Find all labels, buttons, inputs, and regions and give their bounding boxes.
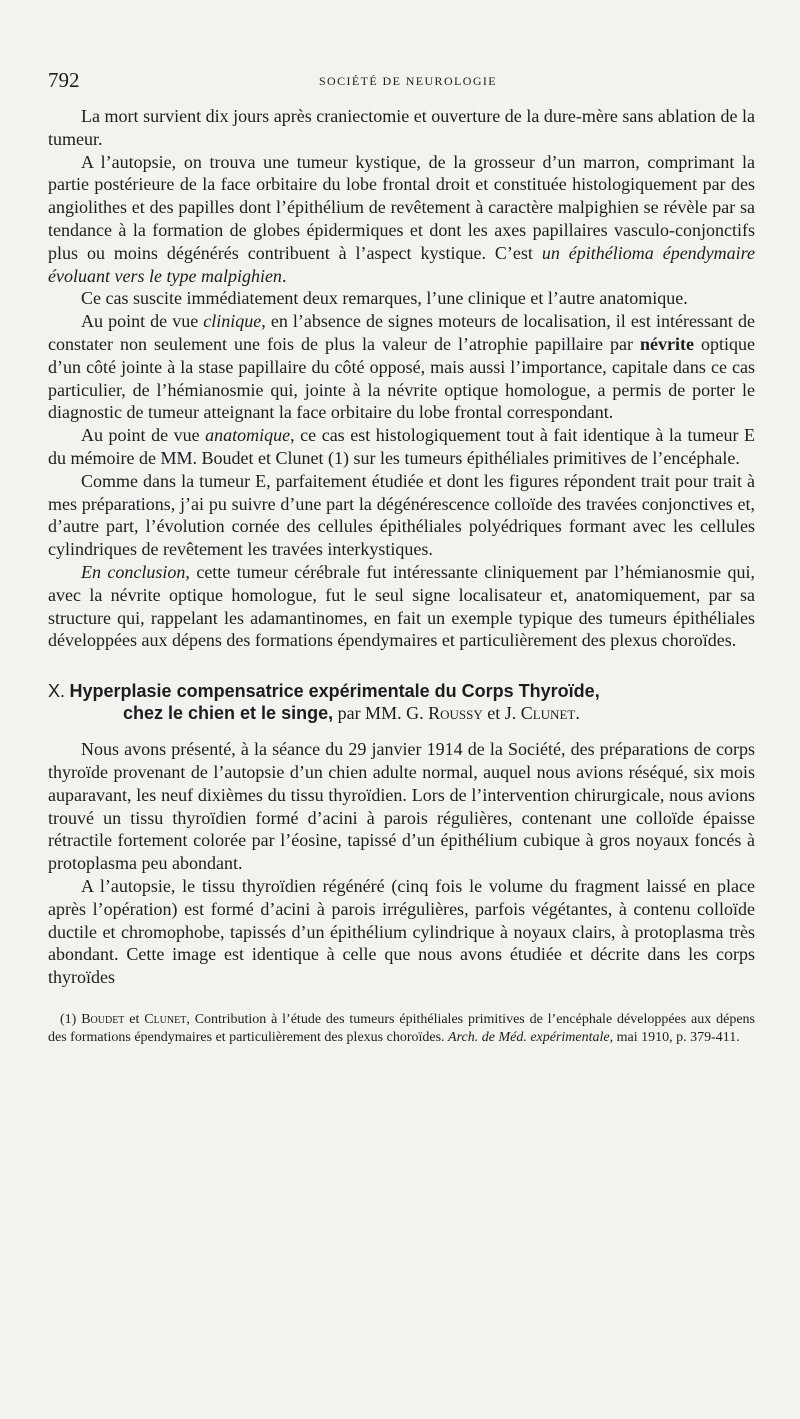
paragraph-2-text: A l’autopsie, on trouva une tumeur kystique, de la grosseur d’un marron, comprimant la partie postérieure de la face orbitaire du lobe frontal droit et constituée histologiquement par des angiolithes et des papilles dont l’épithélium de revêtement à caractère malpighien se révèle par sa tendance à la formation de globes épidermiques et dont les axes papillaires vasculo-conjonctifs plus ou moins dégénérés contribuent à l’aspect kystique. C’est bbox=[48, 151, 755, 263]
paragraph-4 bbox=[48, 310, 755, 424]
footnote-journal: Arch. de Méd. expérimentale bbox=[448, 1029, 610, 1045]
paragraph-5-italic: anatomique bbox=[205, 425, 291, 446]
paragraph-5 bbox=[48, 424, 755, 470]
paragraph-4-c: optique d’un côté jointe à la stase papillaire du côté opposé, mais aussi l’importance, capitale dans ce cas particulier, de l’hémianosmie qui, jointe à la névrite optique homologue, a permis de porter le diagnostic de tumeur atteignant la face orbitaire du lobe frontal correspondant. bbox=[48, 333, 755, 423]
section-title-line2-wrap bbox=[48, 702, 755, 724]
paragraph-5-b: , ce cas est histologiquement tout à fait identique à la tumeur E du mémoire de MM. Boudet et Clunet (1) sur les tumeurs épithéliales primitives de l’encéphale. bbox=[48, 425, 755, 468]
paragraph-2 bbox=[48, 151, 755, 288]
paragraph-4-b: , en l’absence de signes moteurs de localisation, il est intéressant de constater non seulement une fois de plus la valeur de l’atrophie papillaire par bbox=[48, 311, 755, 354]
paragraph-2-end: . bbox=[281, 265, 287, 286]
paragraph-3: Ce cas suscite immédiatement deux remarques, l’une clinique et l’autre anatomique. bbox=[81, 288, 688, 309]
footnote-author1: Boudet bbox=[81, 1011, 125, 1027]
footnote bbox=[48, 1011, 755, 1047]
paragraph-2-italic: un épithélioma épendymaire évoluant vers le type malpighien bbox=[48, 242, 755, 286]
paragraph-4-italic: clinique bbox=[203, 311, 262, 332]
section-and: et J. bbox=[482, 703, 521, 724]
section-end: . bbox=[575, 703, 580, 724]
section-author1: Roussy bbox=[428, 703, 483, 724]
page-header bbox=[48, 68, 768, 98]
section-title-line1: Hyperplasie compensatrice expérimentale du Corps Thyroïde, bbox=[69, 681, 600, 702]
footnote-author2: Clunet bbox=[144, 1011, 187, 1027]
page-number: 792 bbox=[48, 68, 80, 92]
section-author2: Clunet bbox=[520, 703, 576, 724]
section-title-line2: chez le chien et le singe, bbox=[123, 703, 334, 724]
paragraph-7-rest: , cette tumeur cérébrale fut intéressante cliniquement par l’hémianosmie qui, avec la névrite optique homologue, fut le seul signe localisateur et, anatomiquement, par sa structure qui, rappelant les adamantinomes, en fait un exemple typique des tumeurs épithéliales développées aux dépens des formations épendymaires et particulièrement des plexus choroïdes. bbox=[48, 561, 755, 651]
footnote-text: , Contribution à l’étude des tumeurs épithéliales primitives de l’encéphale développées aux dépens des formations épendymaires et particulièrement des plexus choroïdes. bbox=[48, 1011, 755, 1045]
footnote-and: et bbox=[124, 1011, 145, 1027]
section-title bbox=[48, 680, 755, 724]
paragraph-4-a: Au point de vue bbox=[81, 311, 204, 332]
paragraph-6: Comme dans la tumeur E, parfaitement étudiée et dont les figures répondent trait pour trait à mes préparations, j’ai pu suivre d’une part la dégénérescence colloïde des travées conjonctives et, d’autre part, l’évolution cornée des cellules épithéliales polyédriques formant avec les cellules cylindriques de revêtement les travées interkystiques. bbox=[48, 470, 755, 560]
footnote-marker: (1) bbox=[60, 1011, 82, 1027]
paragraph-7-italic: En conclusion bbox=[81, 561, 186, 582]
section-by: par MM. G. bbox=[333, 703, 429, 724]
section-number: X. bbox=[48, 681, 66, 702]
paragraph-5-a: Au point de vue bbox=[81, 425, 206, 446]
running-head: SOCIÉTÉ DE NEUROLOGIE bbox=[318, 74, 498, 88]
page-body bbox=[48, 105, 755, 1047]
paragraph-7 bbox=[48, 561, 755, 652]
footnote-end: , mai 1910, p. 379-411. bbox=[609, 1029, 740, 1045]
paragraph-4-bold: névrite bbox=[640, 333, 694, 354]
paragraph-9: A l’autopsie, le tissu thyroïdien régénéré (cinq fois le volume du fragment laissé en place après l’opération) est formé d’acini à parois irrégulières, parfois végétantes, à contenu colloïde ductile et chromophobe, tapissés d’un épithélium cylindrique à noyaux clairs, à protoplasma très abondant. Cette image est identique à celle que nous avons étudiée et décrite dans les corps thyroïdes bbox=[48, 875, 755, 988]
paragraph-1: La mort survient dix jours après craniectomie et ouverture de la dure-mère sans ablation de la tumeur. bbox=[48, 106, 755, 149]
paragraph-8: Nous avons présenté, à la séance du 29 janvier 1914 de la Société, des préparations de corps thyroïde provenant de l’autopsie d’un chien adulte normal, auquel nous avions réséqué, six mois auparavant, les neuf dixièmes du tissu thyroïdien. Lors de l’intervention chirurgicale, nous avions trouvé un tissu thyroïdien formé d’acini à parois régulières, contenant une colloïde épaisse rétractile fortement colorée par l’éosine, tapissé d’un épithélium cubique à gros noyaux foncés à protoplasma peu abondant. bbox=[48, 739, 755, 874]
